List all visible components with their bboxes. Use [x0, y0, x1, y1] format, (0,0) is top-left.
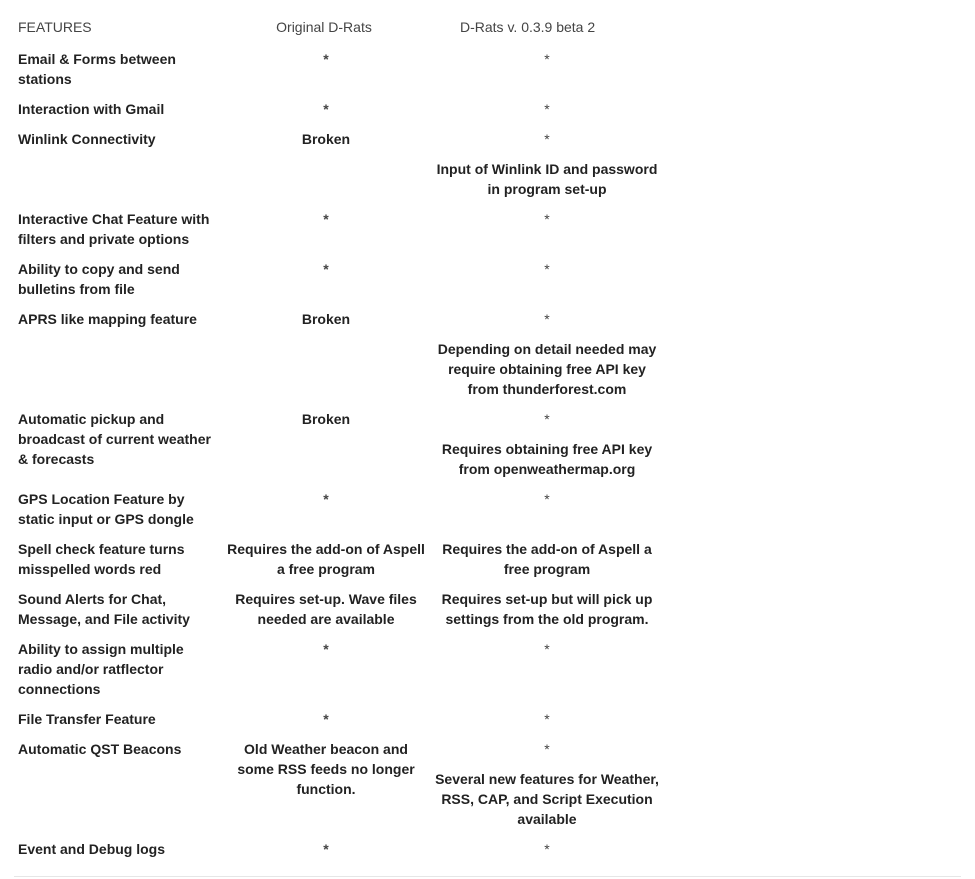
new-version-value: * [544, 411, 550, 427]
new-version-note: Requires obtaining free API key from openweathermap.org [441, 441, 653, 477]
new-version-cell [430, 739, 664, 839]
feature-cell: Interaction with Gmail [18, 101, 165, 117]
table-row [14, 409, 664, 489]
new-version-cell [430, 709, 664, 739]
original-cell: * [323, 101, 329, 117]
header-new-version: D-Rats v. 0.3.9 beta 2 [460, 19, 596, 35]
new-version-cell [430, 259, 664, 309]
new-version-value: * [544, 641, 550, 657]
new-version-value: * [544, 101, 550, 117]
new-version-cell [430, 489, 664, 539]
new-version-cell [430, 589, 664, 639]
original-cell: Broken [301, 411, 351, 427]
feature-cell: Email & Forms between stations [18, 51, 176, 87]
new-version-cell [430, 209, 664, 259]
feature-cell: Sound Alerts for Chat, Message, and File activity [18, 591, 190, 627]
feature-cell: Spell check feature turns misspelled words red [18, 541, 185, 577]
original-cell: * [323, 211, 329, 227]
feature-cell: File Transfer Feature [18, 711, 156, 727]
original-cell: * [323, 51, 329, 67]
new-version-value: * [544, 741, 550, 757]
table-row [14, 709, 664, 739]
new-version-value: * [544, 51, 550, 67]
table-body [14, 49, 664, 869]
table-row [14, 739, 664, 839]
table-row [14, 49, 664, 99]
original-cell: * [323, 261, 329, 277]
table-row [14, 539, 664, 589]
new-version-value: Requires set-up but will pick up settings from the old program. [441, 591, 653, 627]
new-version-cell [430, 99, 664, 129]
original-cell: * [323, 491, 329, 507]
table-row [14, 259, 664, 309]
features-table [14, 17, 664, 869]
new-version-cell [430, 129, 664, 209]
new-version-cell [430, 309, 664, 409]
new-version-value: * [544, 131, 550, 147]
original-cell: Broken [301, 131, 351, 147]
table-row [14, 489, 664, 539]
original-cell: Old Weather beacon and some RSS feeds no longer function. [237, 741, 415, 797]
feature-cell: Automatic QST Beacons [18, 741, 182, 757]
table-row [14, 129, 664, 209]
table-row [14, 209, 664, 259]
new-version-value: * [544, 491, 550, 507]
new-version-value: Requires the add-on of Aspell a free program [442, 541, 652, 577]
header-row [14, 17, 664, 49]
feature-cell: APRS like mapping feature [18, 311, 197, 327]
new-version-note: Depending on detail needed may require obtaining free API key from thunderforest.com [437, 341, 657, 397]
feature-cell: GPS Location Feature by static input or GPS dongle [18, 491, 194, 527]
new-version-value: * [544, 261, 550, 277]
new-version-cell [430, 49, 664, 99]
new-version-value: * [544, 711, 550, 727]
original-cell: * [323, 841, 329, 857]
feature-cell: Event and Debug logs [18, 841, 166, 857]
new-version-value: * [544, 841, 550, 857]
new-version-cell [430, 539, 664, 589]
table-row [14, 839, 664, 869]
new-version-cell [430, 839, 664, 869]
new-version-value: * [544, 211, 550, 227]
table-row [14, 639, 664, 709]
table-row [14, 309, 664, 409]
table-row [14, 589, 664, 639]
table-row [14, 99, 664, 129]
divider [14, 876, 961, 877]
header-original: Original D-Rats [276, 19, 372, 35]
new-version-note: Input of Winlink ID and password in program set-up [436, 161, 658, 197]
original-cell: Broken [301, 311, 351, 327]
new-version-value: * [544, 311, 550, 327]
original-cell: Requires the add-on of Aspell a free program [227, 541, 425, 577]
feature-cell: Automatic pickup and broadcast of current weather & forecasts [18, 411, 211, 467]
original-cell: * [323, 711, 329, 727]
feature-cell: Ability to copy and send bulletins from file [18, 261, 180, 297]
new-version-cell [430, 639, 664, 709]
feature-cell: Winlink Connectivity [18, 131, 156, 147]
new-version-cell [430, 409, 664, 489]
feature-cell: Interactive Chat Feature with filters and private options [18, 211, 210, 247]
header-features: FEATURES [18, 19, 92, 35]
original-cell: * [323, 641, 329, 657]
new-version-note: Several new features for Weather, RSS, CAP, and Script Execution available [435, 771, 659, 827]
feature-cell: Ability to assign multiple radio and/or ratflector connections [18, 641, 184, 697]
original-cell: Requires set-up. Wave files needed are available [235, 591, 417, 627]
